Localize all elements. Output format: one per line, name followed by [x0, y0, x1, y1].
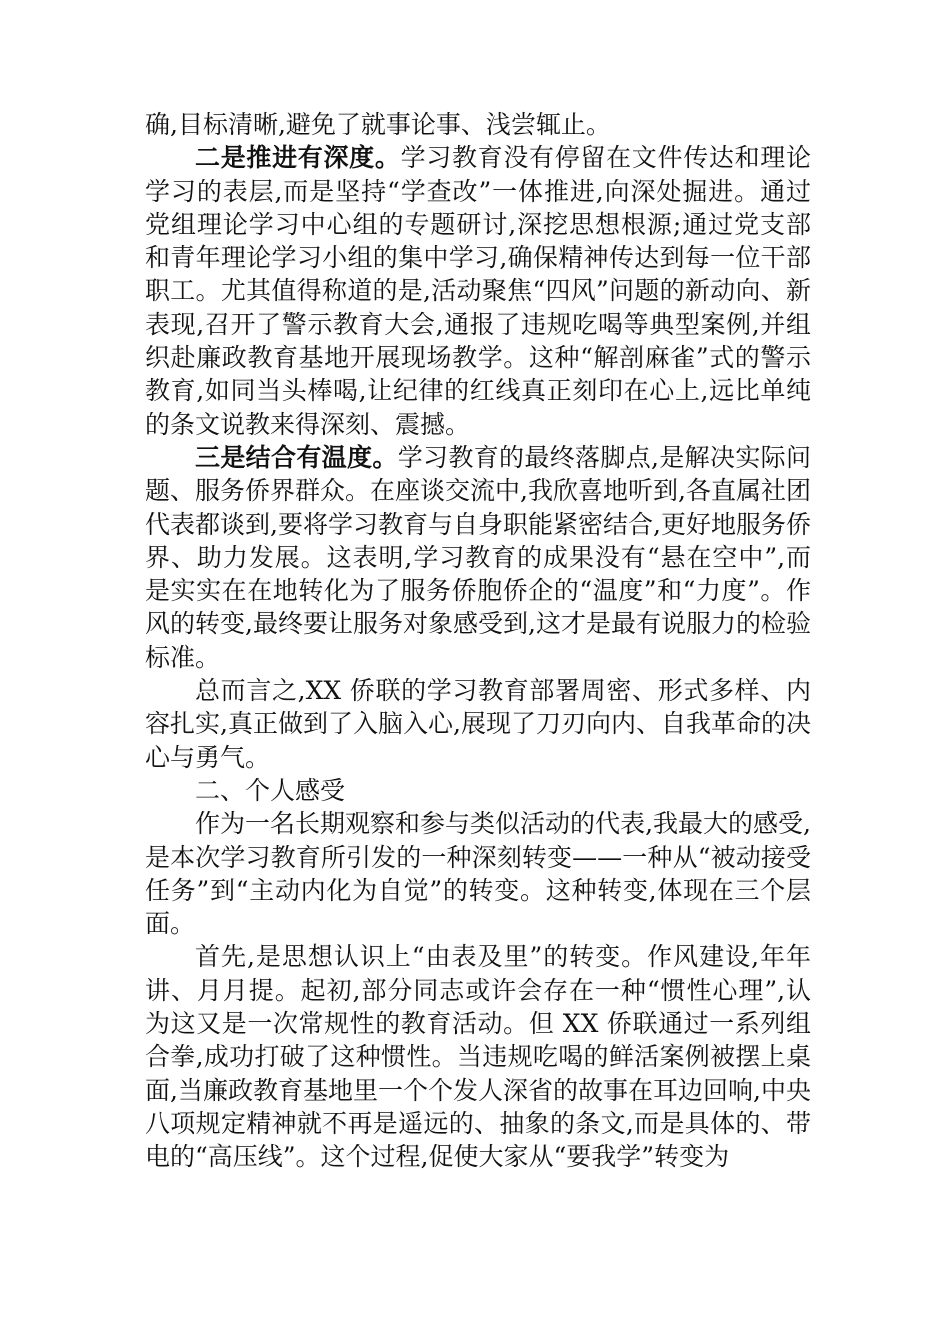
first-change-paragraph [145, 940, 811, 1173]
paragraph-text: 总而言之,XX 侨联的学习教育部署周密、形式多样、内容扎实,真正做到了入脑入心,展现了刀刃向内、自我革命的决心与勇气。 [145, 676, 811, 772]
section-heading: 二、个人感受 [195, 775, 346, 805]
paragraph-bold-lead: 二是推进有深度。 [195, 143, 401, 173]
paragraph-text: 作为一名长期观察和参与类似活动的代表,我最大的感受,是本次学习教育所引发的一种深刻转变——一种从“被动接受任务”到“主动内化为自觉”的转变。这种转变,体现在三个层面。 [145, 809, 811, 939]
document-page [145, 108, 811, 1174]
paragraph-bold-lead: 三是结合有温度。 [195, 442, 398, 472]
continuation-paragraph [145, 108, 811, 141]
intro-paragraph [145, 807, 811, 940]
warmth-paragraph [145, 441, 811, 674]
paragraph-text: 学习教育没有停留在文件传达和理论学习的表层,而是坚持“学查改”一体推进,向深处掘进。通过党组理论学习中心组的专题研讨,深挖思想根源;通过党支部和青年理论学习小组的集中学习,确保精神传达到每一位干部职工。尤其值得称道的是,活动聚焦“四风”问题的新动向、新表现,召开了警示教育大会,通报了违规吃喝等典型案例,并组织赴廉政教育基地开展现场教学。这种“解剖麻雀”式的警示教育,如同当头棒喝,让纪律的红线真正刻印在心上,远比单纯的条文说教来得深刻、震撼。 [145, 143, 811, 439]
paragraph-text: 学习教育的最终落脚点,是解决实际问题、服务侨界群众。在座谈交流中,我欣喜地听到,各直属社团代表都谈到,要将学习教育与自身职能紧密结合,更好地服务侨界、助力发展。这表明,学习教育的成果没有“悬在空中”,而是实实在在地转化为了服务侨胞侨企的“温度”和“力度”。作风的转变,最终要让服务对象感受到,这才是最有说服力的检验标准。 [145, 442, 811, 672]
paragraph-text: 首先,是思想认识上“由表及里”的转变。作风建设,年年讲、月月提。起初,部分同志或许会存在一种“惯性心理”,认为这又是一次常规性的教育活动。但 XX 侨联通过一系列组合拳,成功打破了这种惯性。当违规吃喝的鲜活案例被摆上桌面,当廉政教育基地里一个个发人深省的故事在耳边回响,中央八项规定精神就不再是遥远的、抽象的条文,而是具体的、带电的“高压线”。这个过程,促使大家从“要我学”转变为 [145, 942, 811, 1172]
paragraph-text: 确,目标清晰,避免了就事论事、浅尝辄止。 [145, 110, 611, 139]
summary-paragraph [145, 674, 811, 774]
depth-paragraph [145, 141, 811, 441]
